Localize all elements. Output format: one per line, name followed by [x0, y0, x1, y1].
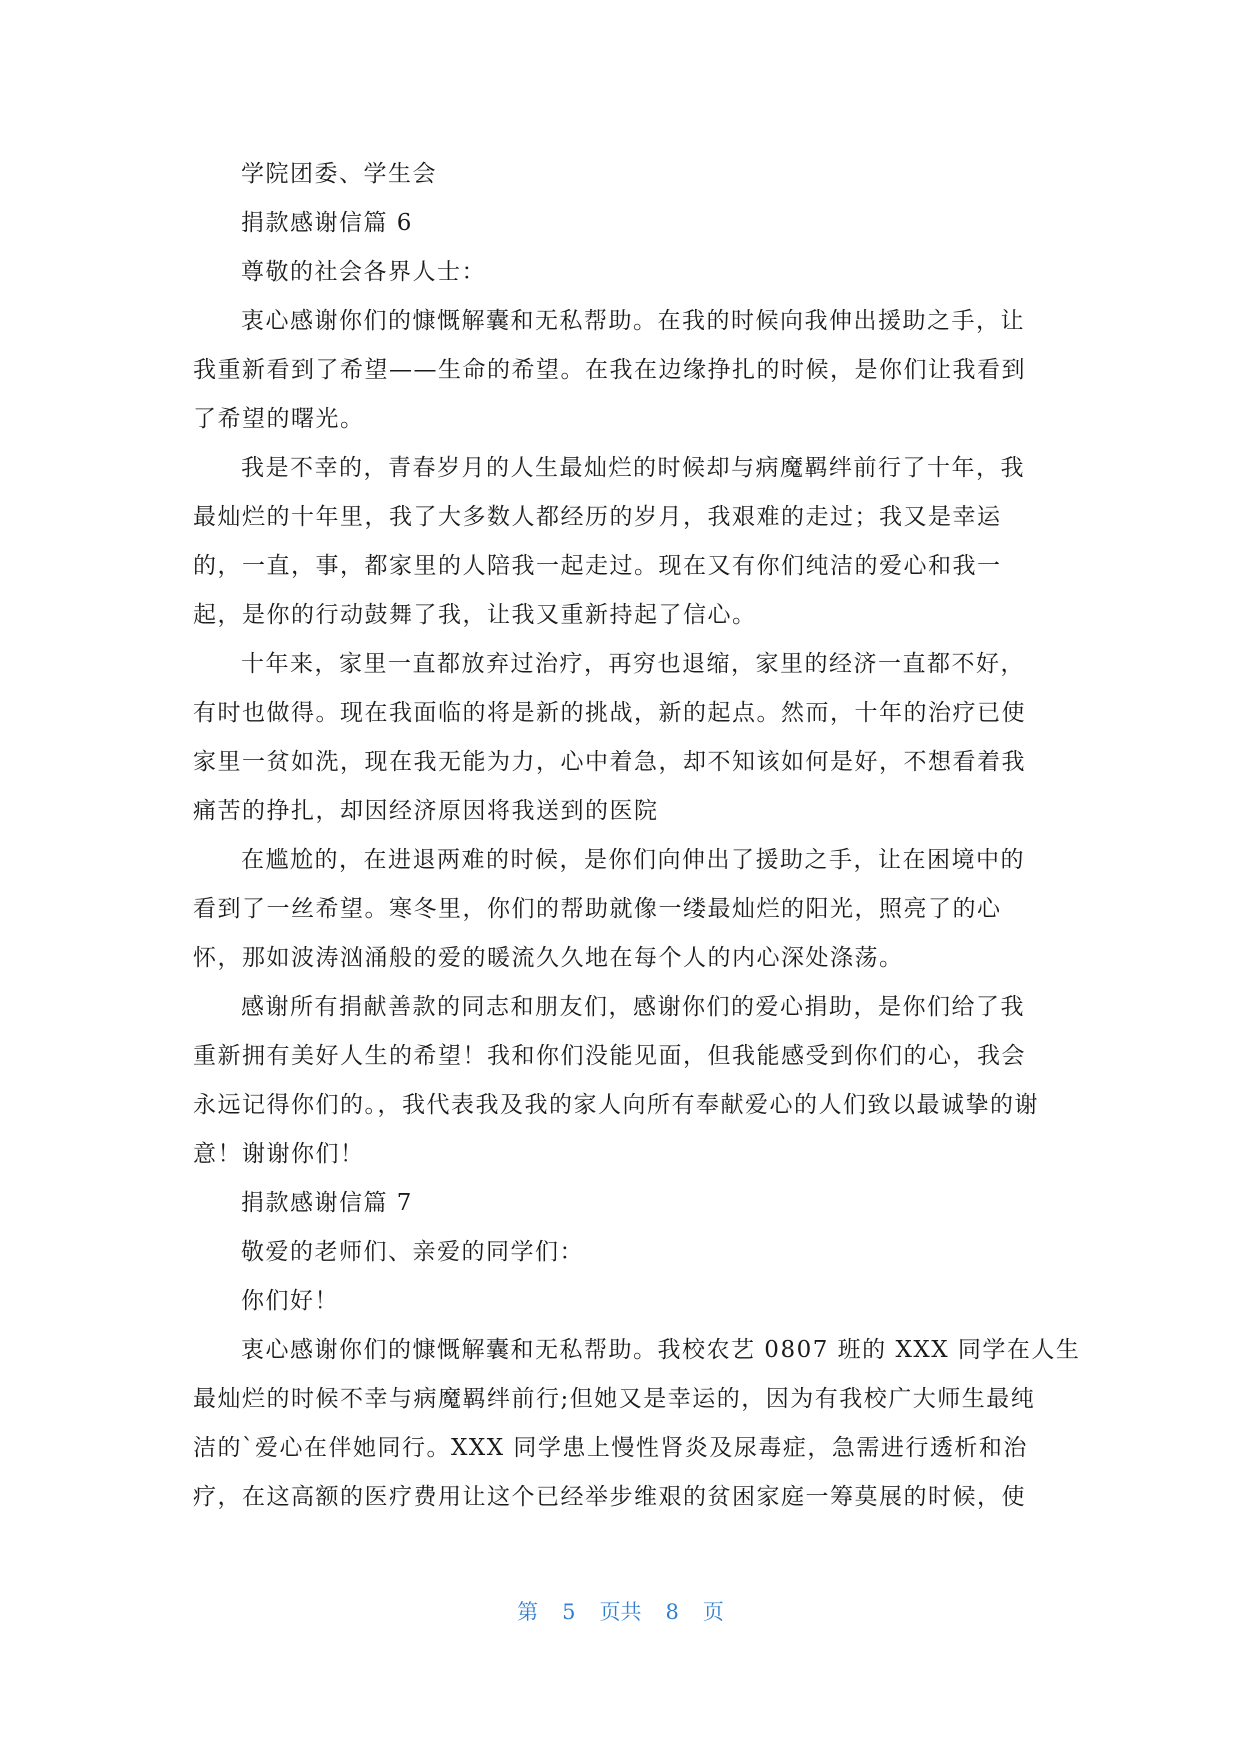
- page-footer: [0, 1596, 1241, 1626]
- footer-prefix: 第: [517, 1600, 539, 1624]
- section-heading: 捐款感谢信篇 7: [241, 1190, 413, 1216]
- text-line: 衷心感谢你们的慷慨解囊和无私帮助。我校农艺 0807 班的 XXX 同学在人生: [241, 1337, 1081, 1363]
- salutation: 敬爱的老师们、亲爱的同学们：: [241, 1239, 584, 1265]
- text-line: 感谢所有捐献善款的同志和朋友们，感谢你们的爱心捐助，是你们给了我: [241, 994, 1025, 1020]
- text-line: 起，是你的行动鼓舞了我，让我又重新持起了信心。: [193, 602, 757, 628]
- current-page-number: 5: [562, 1600, 576, 1624]
- text-line: 家里一贫如洗，现在我无能为力，心中着急，却不知该如何是好，不想看着我: [193, 749, 1026, 775]
- text-line: 看到了一丝希望。寒冬里，你们的帮助就像一缕最灿烂的阳光，照亮了的心: [193, 896, 1002, 922]
- text-line: 疗，在这高额的医疗费用让这个已经举步维艰的贫困家庭一筹莫展的时候，使: [193, 1484, 1026, 1510]
- text-line: 最灿烂的时候不幸与病魔羁绊前行;但她又是幸运的，因为有我校广大师生最纯: [193, 1386, 1036, 1412]
- text-line: 痛苦的挣扎，却因经济原因将我送到的医院: [193, 798, 659, 824]
- total-pages-number: 8: [665, 1600, 679, 1624]
- text-line: 有时也做得。现在我面临的将是新的挑战，新的起点。然而，十年的治疗已使: [193, 700, 1026, 726]
- text-line: 十年来，家里一直都放弃过治疗，再穷也退缩，家里的经济一直都不好，: [241, 651, 1025, 677]
- footer-suffix: 页: [702, 1600, 724, 1624]
- text-line: 怀，那如波涛汹涌般的爱的暖流久久地在每个人的内心深处涤荡。: [193, 945, 904, 971]
- text-line: 学院团委、学生会: [241, 161, 437, 187]
- text-line: 的，一直，事，都家里的人陪我一起走过。现在又有你们纯洁的爱心和我一: [193, 553, 1002, 579]
- greeting: 你们好！: [241, 1288, 339, 1314]
- text-line: 最灿烂的十年里，我了大多数人都经历的岁月，我艰难的走过；我又是幸运: [193, 504, 1002, 530]
- text-line: 在尴尬的，在进退两难的时候，是你们向伸出了援助之手，让在困境中的: [241, 847, 1025, 873]
- text-line: 我重新看到了希望——生命的希望。在我在边缘挣扎的时候，是你们让我看到: [193, 357, 1026, 383]
- footer-middle: 页共: [599, 1600, 642, 1624]
- text-line: 我是不幸的，青春岁月的人生最灿烂的时候却与病魔羁绊前行了十年，我: [241, 455, 1025, 481]
- salutation: 尊敬的社会各界人士：: [241, 259, 486, 285]
- text-line: 意！谢谢你们！: [193, 1141, 365, 1167]
- text-line: 永远记得你们的。，我代表我及我的家人向所有奉献爱心的人们致以最诚挚的谢: [193, 1092, 1039, 1118]
- text-line: 洁的`爱心在伴她同行。XXX 同学患上慢性肾炎及尿毒症，急需进行透析和治: [193, 1435, 1028, 1461]
- text-line: 了希望的曙光。: [193, 406, 365, 432]
- text-line: 重新拥有美好人生的希望！我和你们没能见面，但我能感受到你们的心，我会: [193, 1043, 1026, 1069]
- section-heading: 捐款感谢信篇 6: [241, 210, 413, 236]
- document-body: [193, 150, 1081, 1522]
- text-line: 衷心感谢你们的慷慨解囊和无私帮助。在我的时候向我伸出援助之手，让: [241, 308, 1025, 334]
